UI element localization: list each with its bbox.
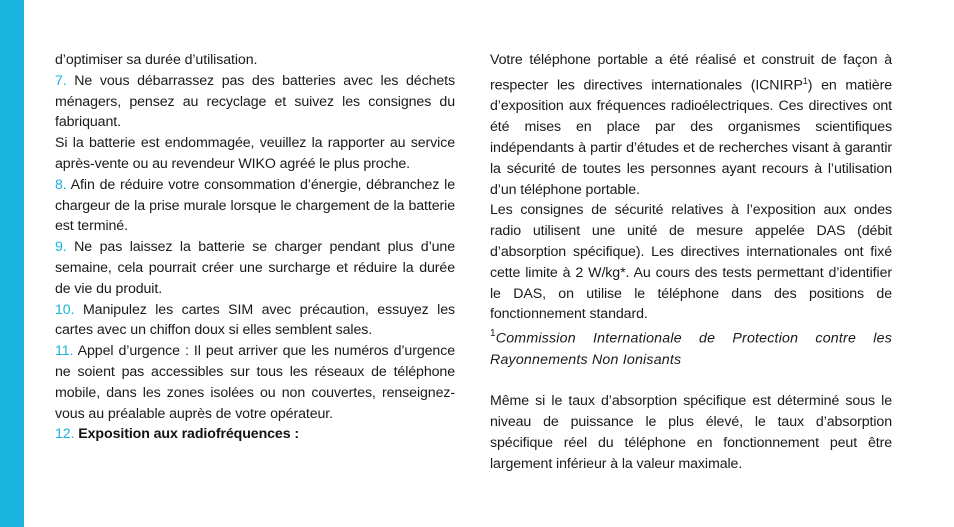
paragraph-text: d’optimiser sa durée d’utilisation. (55, 52, 258, 68)
paragraph-text: Même si le taux d’absorption spécifique est déterminé sous le niveau de puissance le plus élevé, le taux d’absorption spécifique réel du téléphone en fonctionnement peut être largement inférieur à la valeur maximale. (490, 393, 892, 472)
paragraph-icnirp (490, 50, 892, 200)
item-number: 7. (55, 72, 67, 89)
paragraph-text-continued: ) en matière d’exposition aux fréquences radioélectriques. Ces directives ont été mises en place par des organismes scientifiques indépendants à partir d’études et de recherches visant à garantir la sécurité de toutes les personnes ayant recours à l’utilisation d’un téléphone portable. (490, 77, 892, 198)
item-number: 10. (55, 301, 75, 318)
paragraph-text: Votre téléphone portable a été réalisé et construit de façon à respecter les directives internationales (ICNIRP (490, 52, 892, 94)
paragraph-usage-duration (55, 50, 455, 71)
list-item-8 (55, 175, 455, 237)
blank-line (490, 370, 892, 391)
item-text: Ne pas laissez la batterie se charger pendant plus d’une semaine, cela pourrait créer une surcharge et réduire la durée de vie du produit. (55, 239, 455, 297)
item-number: 11. (55, 343, 74, 360)
list-item-12 (55, 424, 455, 445)
section-heading: Exposition aux radiofréquences : (74, 426, 299, 443)
footnote-text: Commission Internationale de Protection contre les Rayonnements Non Ionisants (490, 330, 892, 368)
paragraph-damaged-battery (55, 133, 455, 175)
paragraph-absorption-rate (490, 391, 892, 474)
left-text-column (55, 50, 455, 445)
list-item-10 (55, 300, 455, 342)
paragraph-text: Si la batterie est endommagée, veuillez la rapporter au service après-vente ou au revendeur WIKO agréé le plus proche. (55, 135, 455, 172)
footnote (490, 325, 892, 370)
item-number: 12. (55, 426, 75, 443)
item-number: 8. (55, 176, 67, 193)
item-number: 9. (55, 239, 67, 256)
list-item-11 (55, 341, 455, 424)
item-text: Manipulez les cartes SIM avec précaution, essuyez les cartes avec un chiffon doux si elles semblent sales. (55, 301, 455, 339)
list-item-9 (55, 237, 455, 299)
item-text: Afin de réduire votre consommation d’énergie, débranchez le chargeur de la prise murale lorsque le chargement de la batterie est terminé. (55, 176, 455, 235)
item-text: Appel d’urgence : Il peut arriver que les numéros d’urgence ne soient pas accessibles sur tous les réseaux de téléphone mobile, dans les zones isolées ou non couvertes, renseignez-vous au préalable auprès de votre opérateur. (55, 343, 455, 422)
paragraph-das (490, 200, 892, 325)
footnote-mark: 1 (490, 328, 496, 340)
footnote-reference: 1 (802, 75, 808, 86)
item-text: Ne vous débarrassez pas des batteries avec les déchets ménagers, pensez au recyclage et suivez les consignes du fabriquant. (55, 72, 455, 131)
right-text-column (490, 50, 892, 474)
accent-side-bar (0, 0, 24, 527)
list-item-7 (55, 71, 455, 133)
paragraph-text: Les consignes de sécurité relatives à l’exposition aux ondes radio utilisent une unité de mesure appelée DAS (débit d’absorption spécifique). Les directives internationales ont fixé cette limite à 2 W/kg*. Au cours des tests permettant d’identifier le DAS, on utilise le téléphone dans des positions de fonctionnement standard. (490, 202, 892, 323)
